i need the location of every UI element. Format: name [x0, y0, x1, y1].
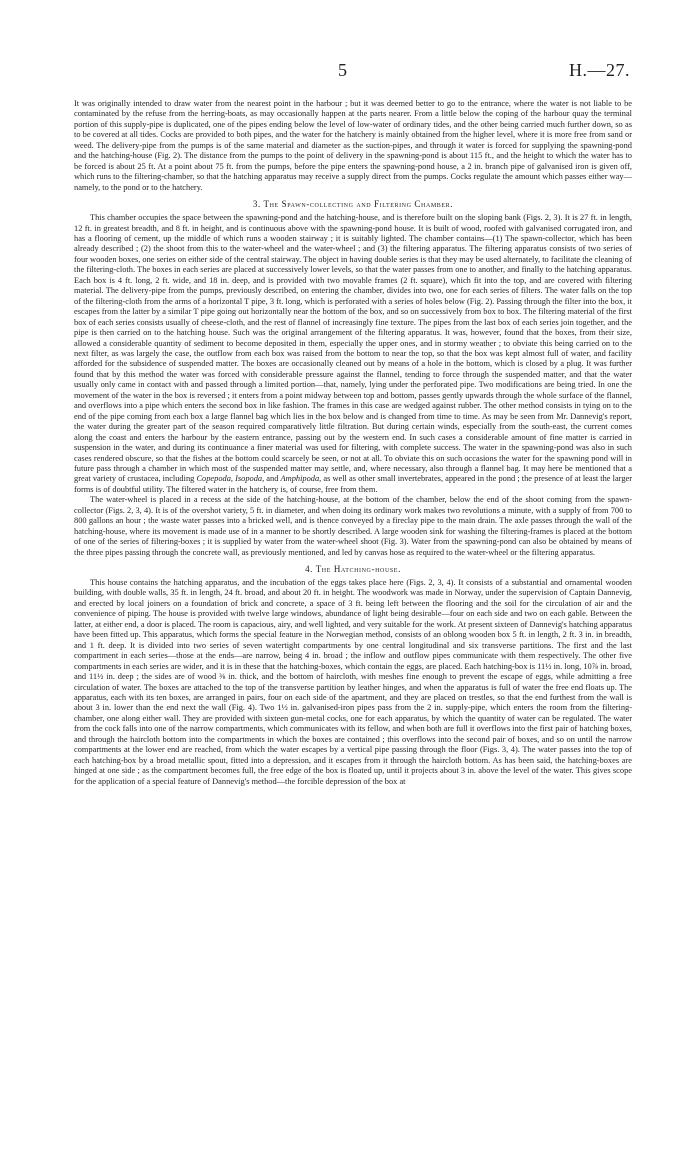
document-reference: H.—27.: [569, 60, 630, 80]
section-3-paragraph-1: This chamber occupies the space between the spawning-pond and the hatching-house, and is therefore built on the sloping bank (Figs. 2, 3). It is 27 ft. in length, 12 ft. in greatest breadth, and 8 ft. in height, and is continuous above with the spawning-pond house. It is built of wood, roofed with galvanised corrugated iron, and has a flooring of cement, up the middle of which runs a wooden stairway ; it is suitably lighted. The chamber contains—(1) The spawn-collector, which has been already described ; (2) the shoot from this to the water-wheel and the water-wheel ; and (3) the filtering apparatus. The filtering apparatus consists of two series of four wooden boxes, one series on either side of the central stairway. The object in having double series is that they may be used alternately, to facilitate the cleaning of the filtering-cloth. The boxes in each series are placed at successively lower levels, so that the water passes from one to another, and finally to the hatching apparatus. Each box is 4 ft. long, 2 ft. wide, and 18 in. deep, and is provided with two movable frames (2 ft. square), which fit into the top, and are covered with filtering material. The delivery-pipe from the pumps, previously described, on entering the chamber, divides into two, one for each series of filters. The water falls on the top of the filtering-cloth from the arms of a horizontal T pipe, 3 ft. long, which is perforated with a series of holes below (Fig. 2). Passing through the filter into the box, it escapes from the latter by a similar T pipe going out horizontally near the bottom of the box, and so on successively from box to box. The filtering material of the first box of each series consists usually of cheese-cloth, and the rest of flannel of increasingly fine texture. The pipes from the last box of each series join together, and the pipe is then carried on to the hatching house. Such was the original arrangement of the filtering apparatus. It was, however, found that the boxes, from their size, allowed a considerable quantity of sediment to become deposited in them, especially the upper ones, and in stormy weather ; to obviate this being carried on to the next filter, as was largely the case, the outflow from each box was raised from the bottom to near the top, so that the box was kept almost full of water, and facility afforded for the subsidence of suspended matter. The boxes are occasionally cleaned out by means of a hole in the bottom, which is closed by a plug. It was further found that by this method the water was forced with considerable pressure against the flannel, tending to force through the suspended matter, and that the water usually only came in contact with and passed through a limited portion—that, namely, lying under the perforated pipe. Two modifications are being tried. In one the movement of the water in the box is reversed ; it enters from a point midway between top and bottom, passes gently upwards through the whole surface of the flannel, and overflows into a pipe which enters the second box in like fashion. The frames in this case are wedged against rubber. The other method consists in tying on to the end of the pipe coming from each box a large flannel bag which lies in the box below and is changed from time to time. As may be seen from Mr. Dannevig's report, the water during the greater part of the season required comparatively little filtration. But during certain winds, especially from the south-east, the current comes along the coast and enters the harbour by the eastern entrance, passing out by the western end. In such cases a considerable amount of fine matter is carried in suspension in the water, and during its continuance a finer material was used for filtering, with complete success. The water in the spawning-pond was also in such cases rendered obscure, so that the fishes at the bottom could scarcely be seen, or not at all. To obviate this on such occasions the water for the spawning pond will in future pass through a chamber in which most of the suspended matter may settle, and, where necessary, also through a flannel bag. It may here be mentioned that a great variety of crustacea, including Copepoda, Isopoda, and Amphipoda, as well as other small invertebrates, appeared in the pond ; the presence of at least the larger forms is of doubtful utility. The filtered water in the hatchery is, of course, free from them.: [74, 213, 633, 494]
body-text: [74, 99, 632, 787]
section-3-heading: 3. The Spawn-collecting and Filtering Chamber.: [252, 199, 454, 210]
section-4-paragraph-1: This house contains the hatching apparatus, and the incubation of the eggs takes place here (Figs. 2, 3, 4). It consists of a substantial and ornamental wooden building, with double walls, 35 ft. in length, 24 ft. broad, and about 20 ft. in height. The woodwork was made in Norway, under the supervision of Captain Dannevig, and erected by local joiners on a foundation of brick and concrete, a space of 3 ft. being left between the flooring and the soil for the circulation of air and the convenience of piping. The house is provided with twelve large windows, abundance of light being desirable—four on each side and two on each gable. Between the latter, at either end, a door is placed. The room is capacious, airy, and well lighted, and very suitable for the work. At present sixteen of Dannevig's hatching apparatus have been fitted up. This apparatus, which forms the special feature in the Norwegian method, consists of an oblong wooden box 5 ft. in length, 2 ft. 3 in. in breadth, and 1 ft. deep. It is divided into two series of seven watertight compartments by one central longitudinal and six transverse partitions. The first and the last compartment in each series—those at the ends—are narrow, being 4 in. broad ; the inflow and outflow pipes communicate with them respectively. The other five compartments in each series are wider, and it is in these that the hatching-boxes, which contain the eggs, are placed. Each hatching-box is 11½ in. long, 10⅞ in. broad, and 11½ in. deep ; the sides are of wood ⅜ in. thick, and the bottom of haircloth, with meshes fine enough to prevent the escape of eggs, while admitting a free circulation of water. The boxes are attached to the top of the transverse partition by leather hinges, and when the apparatus is full of water the free end floats up. The apparatus, each with its ten boxes, are arranged in pairs, four on each side of the apartment, and they are placed on trestles, so that the end furthest from the wall is about 3 in. lower than the end next the wall (Fig. 4). Two 1½ in. galvanised-iron pipes pass from the 2 in. supply-pipe, which enters the room from the filtering-chamber, one along either wall. They are provided with sixteen gun-metal cocks, one for each apparatus, by which the quantity of water can be regulated. The water from the cock falls into one of the narrow compartments, which communicates with its fellow, and when both are full it overflows into the first pair of hatching boxes, and through the haircloth bottom into the compartments in which the boxes are contained ; this overflows into the second pair of boxes, and so on until the narrow compartments at the lower end are reached, from which the water escapes by a vertical pipe passing through the floor (Figs. 3, 4). The water passes into the top of each hatching-box by a broad metallic spout, fitted into a depression, and it escapes from it through the haircloth bottom. As has been said, the hatching-boxes are hinged at one side ; as the compartment becomes full, the free edge of the box is floated up, until it projects about 3 in. above the level of the water. This gives scope for the application of a special feature of Dannevig's method—the forcible depression of the box at: [74, 578, 632, 786]
intro-paragraph: It was originally intended to draw water from the nearest point in the harbour ; but it was deemed better to go to the entrance, where the water is not liable to be contaminated by the refuse from the herring-boats, as may occasionally happen at the parts nearer. From a little below the coping of the harbour quay the terminal portion of this supply-pipe is duplicated, one of the pipes ending below the level of low-water of ordinary tides, and the other being carried much further down, so as to be covered at all tides. Cocks are provided to both pipes, and the water for the hatchery is mainly obtained from the higher level, where it is more free from sand or weed. The delivery-pipe from the pumps is of the same material and diameter as the suction-pipes, and through it water is forced for supplying the spawning-pond and the hatching-house (Fig. 2). The distance from the pumps to the point of delivery in the spawning-pond is about 115 ft., and the height to which the water has to be forced is about 25 ft. At a point about 75 ft. from the pumps, before the pipe enters the spawning-pond house, a 2 in. branch pipe of galvanised iron is given off, which runs to the filtering-chamber, so that the hatching apparatus may receive a supply direct from the pumps. Cocks regulate the amount which passes either way—namely, to the pond or to the hatchery.: [74, 99, 632, 192]
section-4-heading: 4. The Hatching-house.: [305, 564, 401, 575]
section-3-paragraph-2: The water-wheel is placed in a recess at the side of the hatching-house, at the bottom of the chamber, below the end of the shoot coming from the spawn-collector (Figs. 2, 3, 4). It is of the overshot variety, 5 ft. in diameter, and when doing its ordinary work makes two revolutions a minute, with a supply of from 700 to 800 gallons an hour ; the waste water passes into a bricked well, and is thence conveyed by a fireclay pipe to the main drain. The axle passes through the wall of the hatching-house, where its movement is made use of in a manner to be shortly described. A large wooden sink for washing the filtering-frames is placed at the bottom of one of the series of filtering-boxes ; it is supplied by water from the water-wheel shoot (Fig. 3). Water from the spawning-pond can also be obtained by means of the three pipes passing through the concrete wall, as previously mentioned, and led by canvas hose as required to the water-wheel or the filtering apparatus.: [74, 495, 632, 557]
page-number: 5: [338, 60, 347, 80]
running-header: [0, 60, 700, 82]
